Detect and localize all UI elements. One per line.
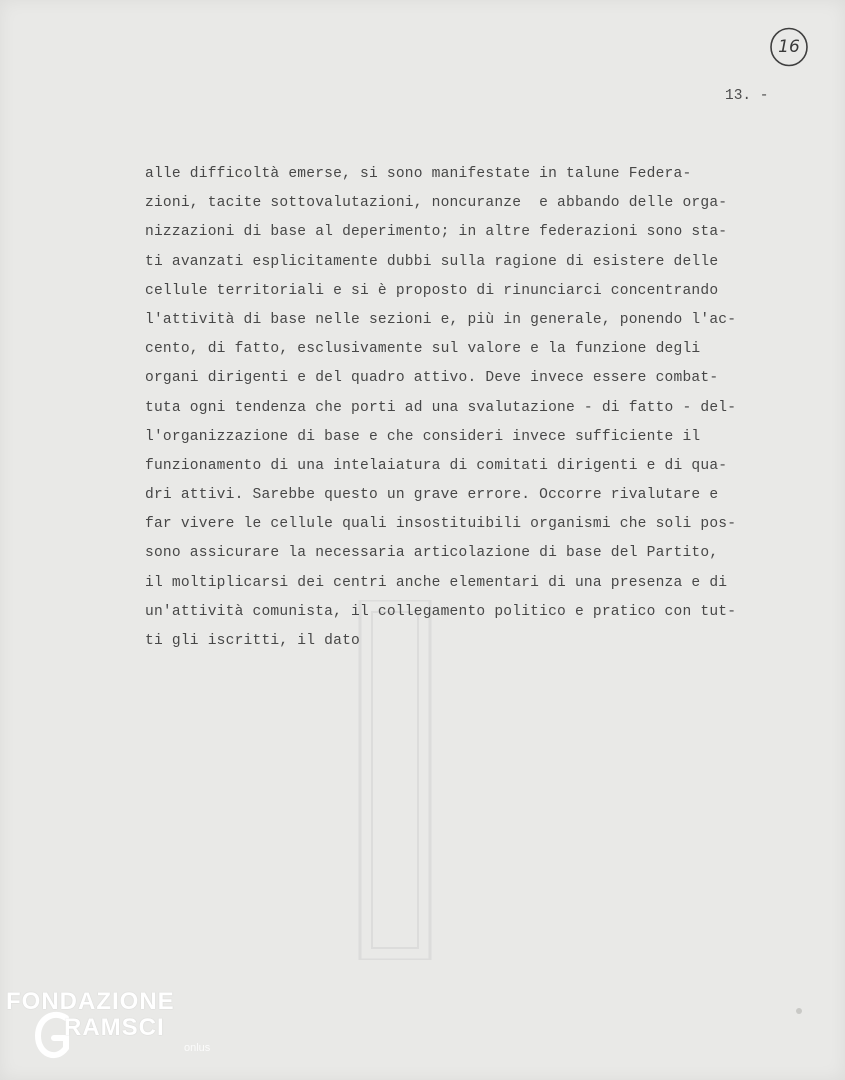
text-line: nizzazioni di base al deperimento; in altre federazioni sono sta- bbox=[145, 224, 728, 241]
logo-line1: FONDAZIONE bbox=[6, 988, 175, 1015]
text-line: far vivere le cellule quali insostituibili organismi che soli pos- bbox=[145, 516, 737, 533]
text-line: organi dirigenti e del quadro attivo. Deve invece essere combat- bbox=[145, 370, 719, 387]
text-line: dri attivi. Sarebbe questo un grave errore. Occorre rivalutare e bbox=[145, 487, 719, 504]
text-line: cento, di fatto, esclusivamente sul valore e la funzione degli bbox=[145, 341, 701, 358]
text-line: zioni, tacite sottovalutazioni, noncuranze e abbando delle orga- bbox=[145, 195, 728, 212]
text-line: il moltiplicarsi dei centri anche elementari di una presenza e di bbox=[145, 574, 728, 591]
handwritten-page-mark bbox=[768, 26, 810, 68]
page-number: 13. - bbox=[725, 88, 769, 104]
logo-line2: RAMSCI bbox=[64, 1014, 165, 1041]
text-line: ti avanzati esplicitamente dubbi sulla ragione di esistere delle bbox=[145, 253, 719, 270]
text-line: funzionamento di una intelaiatura di comitati dirigenti e di qua- bbox=[145, 457, 728, 474]
page-mark-number: 16 bbox=[778, 37, 800, 57]
text-line: un'attività comunista, il collegamento politico e pratico con tut- bbox=[145, 603, 737, 620]
text-line: alle difficoltà emerse, si sono manifestate in talune Federa- bbox=[145, 166, 692, 182]
text-line: tuta ogni tendenza che porti ad una svalutazione - di fatto - del- bbox=[145, 399, 737, 416]
text-line: cellule territoriali e si è proposto di rinunciarci concentrando bbox=[145, 282, 719, 299]
text-line: sono assicurare la necessaria articolazione di base del Partito, bbox=[145, 545, 719, 562]
typed-body-text bbox=[145, 160, 825, 656]
text-line: l'organizzazione di base e che consideri invece sufficiente il bbox=[145, 428, 701, 445]
paper-speck bbox=[796, 1008, 802, 1014]
text-line: l'attività di base nelle sezioni e, più in generale, ponendo l'ac- bbox=[145, 311, 737, 328]
logo-suffix: onlus bbox=[184, 1042, 211, 1054]
text-line: ti gli iscritti, il dato bbox=[145, 633, 360, 649]
fondazione-gramsci-logo bbox=[6, 988, 216, 1068]
